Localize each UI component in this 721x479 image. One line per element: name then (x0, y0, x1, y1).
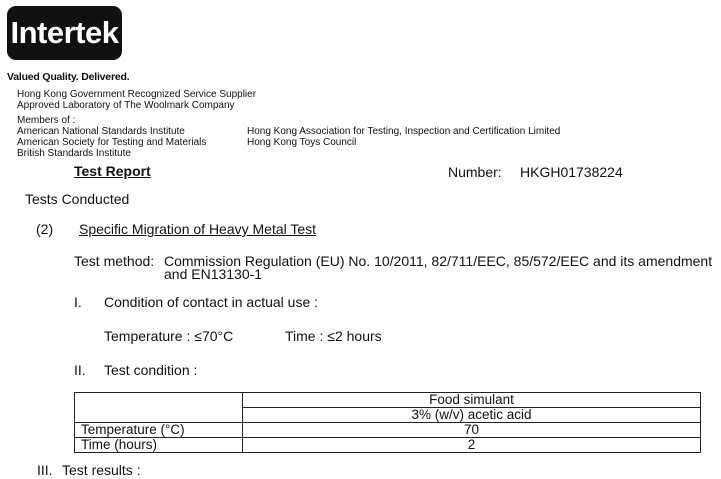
row-value-time: 2 (243, 438, 701, 453)
subsection-2-index: II. (74, 362, 86, 378)
test-method-label: Test method: (74, 253, 155, 269)
accreditation-2: Approved Laboratory of The Woolmark Company (17, 100, 235, 111)
tagline: Valued Quality. Delivered. (7, 71, 130, 83)
logo-text: Intertek (10, 15, 119, 50)
table-corner-cell (75, 393, 243, 423)
item-index: (2) (36, 221, 54, 237)
row-label-temperature: Temperature (°C) (75, 423, 243, 438)
contact-time: Time : ≤2 hours (285, 328, 382, 344)
table-row (75, 438, 701, 453)
table-header-row (75, 393, 701, 408)
subsection-2-title: Test condition : (104, 362, 198, 378)
row-label-time: Time (hours) (75, 438, 243, 453)
row-value-temperature: 70 (243, 423, 701, 438)
member-hktc: Hong Kong Toys Council (247, 137, 357, 148)
members-label: Members of : (17, 115, 76, 126)
report-title: Test Report (74, 163, 151, 179)
food-simulant-header: Food simulant (243, 393, 701, 408)
acetic-acid-header: 3% (w/v) acetic acid (243, 408, 701, 423)
report-number: HKGH01738224 (520, 164, 623, 180)
test-condition-table (74, 392, 701, 453)
report-number-label: Number: (448, 164, 502, 180)
member-hkatic: Hong Kong Association for Testing, Inspection and Certification Limited (247, 126, 561, 137)
subsection-1-title: Condition of contact in actual use : (104, 294, 319, 310)
item-title: Specific Migration of Heavy Metal Test (79, 221, 317, 237)
subsection-1-index: I. (74, 294, 82, 310)
section-heading: Tests Conducted (25, 191, 130, 207)
member-bsi: British Standards Institute (17, 148, 131, 159)
subsection-3-title: Test results : (62, 462, 141, 478)
intertek-logo (7, 6, 122, 60)
contact-temperature: Temperature : ≤70°C (104, 328, 234, 344)
accreditation-1: Hong Kong Government Recognized Service Supplier (17, 89, 257, 100)
member-astm: American Society for Testing and Materials (17, 137, 207, 148)
test-method-line2: and EN13130-1 (164, 266, 263, 282)
member-ansi: American National Standards Institute (17, 126, 185, 137)
subsection-3-index: III. (37, 462, 53, 478)
table-row (75, 423, 701, 438)
test-method-line1: Commission Regulation (EU) No. 10/2011, 82/711/EEC, 85/572/EEC and its amendment (164, 253, 713, 269)
